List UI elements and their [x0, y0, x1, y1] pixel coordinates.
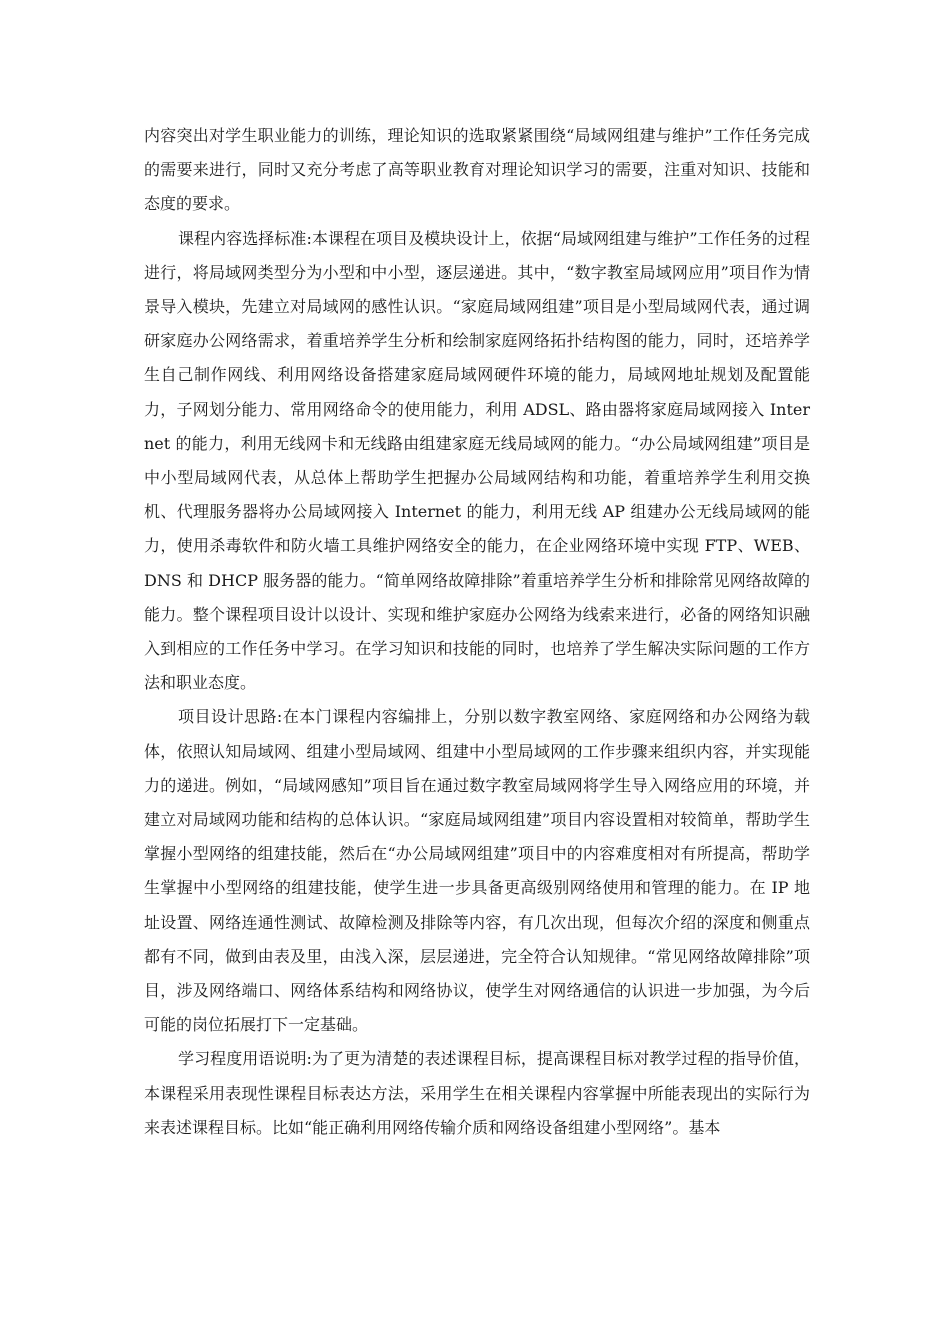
paragraph-continuation: 内容突出对学生职业能力的训练，理论知识的选取紧紧围绕“局域网组建与维护”工作任务完成的需要来进行，同时又充分考虑了高等职业教育对理论知识学习的需要，注重对知识、技能和态度的要求。: [144, 126, 810, 214]
document-page: [144, 119, 810, 1145]
paragraph-learning-level-terms: 学习程度用语说明:为了更为清楚的表述课程目标，提高课程目标对教学过程的指导价值，本课程采用表现性课程目标表达方法，采用学生在相关课程内容掌握中所能表现出的实际行为来表述课程目标。比如“能正确利用网络传输介质和网络设备组建小型网络”。基本: [144, 1049, 810, 1137]
paragraph-project-design-approach: 项目设计思路:在本门课程内容编排上，分别以数字教室网络、家庭网络和办公网络为载体，依照认知局域网、组建小型局域网、组建中小型局域网的工作步骤来组织内容，并实现能力的递进。例如，“局域网感知”项目旨在通过数字教室局域网将学生导入网络应用的环境，并建立对局域网功能和结构的总体认识。“家庭局域网组建”项目内容设置相对较简单，帮助学生掌握小型网络的组建技能，然后在“办公局域网组建”项目中的内容难度相对有所提高，帮助学生掌握中小型网络的组建技能，使学生进一步具备更高级别网络使用和管理的能力。在 IP 地址设置、网络连通性测试、故障检测及排除等内容，有几次出现，但每次介绍的深度和侧重点都有不同，做到由表及里，由浅入深，层层递进，完全符合认知规律。“常见网络故障排除”项目，涉及网络端口、网络体系结构和网络协议，使学生对网络通信的认识进一步加强，为今后可能的岗位拓展打下一定基础。: [144, 707, 810, 1035]
paragraph-content-selection-criteria: 课程内容选择标准:本课程在项目及模块设计上，依据“局域网组建与维护”工作任务的过程进行，将局域网类型分为小型和中小型，逐层递进。其中，“数字教室局域网应用”项目作为情景导入模块，先建立对局域网的感性认识。“家庭局域网组建”项目是小型局域网代表，通过调研家庭办公网络需求，着重培养学生分析和绘制家庭网络拓扑结构图的能力，同时，还培养学生自己制作网线、利用网络设备搭建家庭局域网硬件环境的能力，局域网地址规划及配置能力，子网划分能力、常用网络命令的使用能力，利用 ADSL、路由器将家庭局域网接入 Internet 的能力，利用无线网卡和无线路由组建家庭无线局域网的能力。“办公局域网组建”项目是中小型局域网代表，从总体上帮助学生把握办公局域网结构和功能，着重培养学生利用交换机、代理服务器将办公局域网接入 Internet 的能力，利用无线 AP 组建办公无线局域网的能力，使用杀毒软件和防火墙工具维护网络安全的能力，在企业网络环境中实现 FTP、WEB、DNS 和 DHCP 服务器的能力。“简单网络故障排除”着重培养学生分析和排除常见网络故障的能力。整个课程项目设计以设计、实现和维护家庭办公网络为线索来进行，必备的网络知识融入到相应的工作任务中学习。在学习知识和技能的同时，也培养了学生解决实际问题的工作方法和职业态度。: [144, 228, 810, 693]
